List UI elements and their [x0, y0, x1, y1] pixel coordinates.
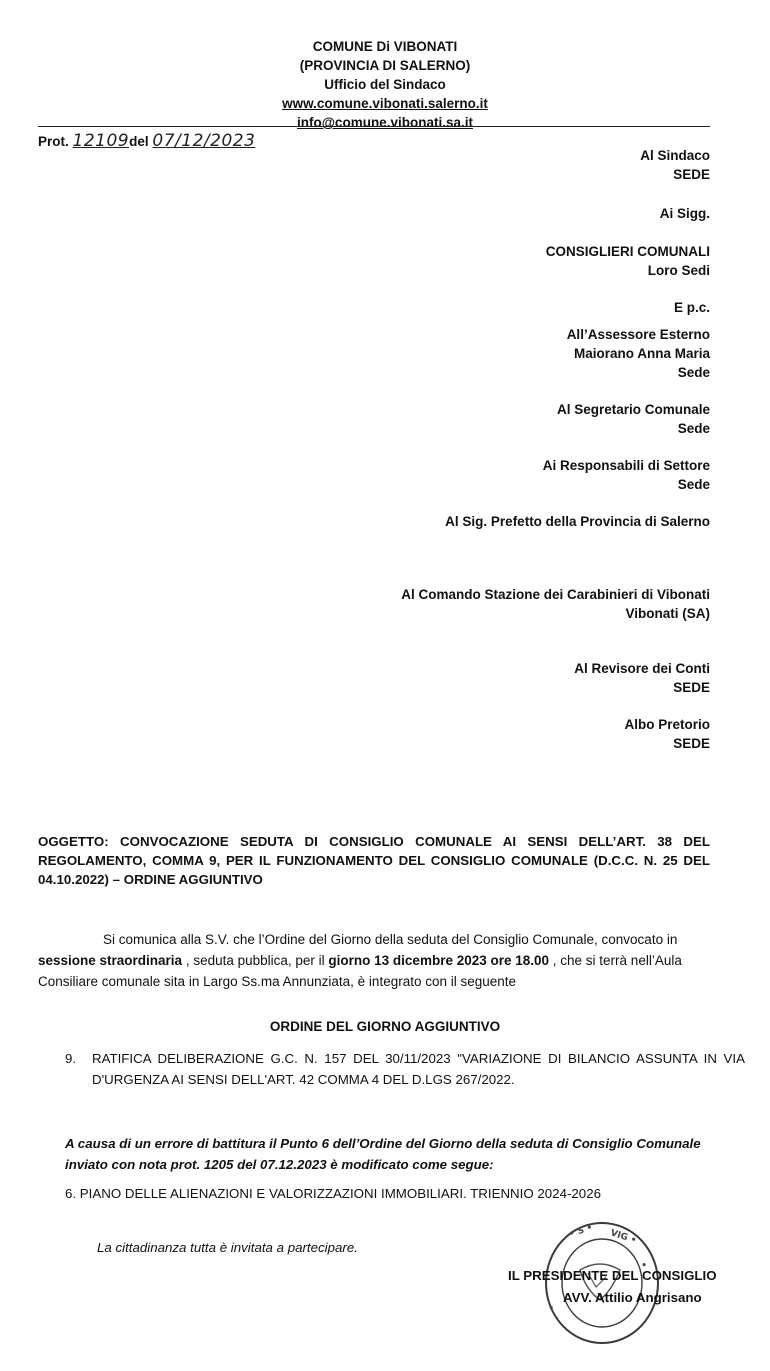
letterhead	[0, 37, 770, 132]
item-number: 9.	[65, 1051, 77, 1066]
signature-block	[508, 1265, 717, 1312]
recipient-line: SEDE	[673, 680, 710, 695]
municipality-name: COMUNE Di VIBONATI	[312, 39, 458, 54]
recipient-line: Al Revisore dei Conti	[574, 661, 710, 676]
recipient-epc	[674, 298, 710, 317]
agenda-item-6: 6. PIANO DELLE ALIENAZIONI E VALORIZZAZIONI IMMOBILIARI. TRIENNIO 2024-2026	[65, 1186, 601, 1201]
meeting-date: giorno 13 dicembre 2023 ore 18.00	[328, 953, 550, 968]
item-text: RATIFICA DELIBERAZIONE G.C. N. 157 DEL 30/11/2023 "VARIAZIONE DI BILANCIO ASSUNTA IN VIA D'URGENZA AI SENSI DELL'ART. 42 COMMA 4 DEL D.LGS 267/2022.	[92, 1051, 745, 1087]
body-text-3: , che si terrà nell’Aula Consiliare comunale sita in Largo Ss.ma Annunziata, è integrato con il seguente	[38, 953, 682, 989]
subject-line: OGGETTO: CONVOCAZIONE SEDUTA DI CONSIGLIO COMUNALE AI SENSI DELL’ART. 38 DEL REGOLAMENTO, COMMA 9, PER IL FUNZIONAMENTO DEL CONSIGLIO COMUNALE (D.C.C. N. 25 DEL 04.10.2022) – ORDINE AGGIUNTIVO	[38, 834, 710, 887]
signature-name: AVV. Attilio Angrisano	[563, 1290, 702, 1305]
header-divider	[38, 126, 710, 127]
recipient-line: Al Sig. Prefetto della Provincia di Salerno	[445, 514, 710, 529]
prot-number: 12109	[72, 131, 130, 151]
recipient-line: Sede	[677, 365, 710, 380]
recipient-line: Sede	[677, 421, 710, 436]
recipient-carabinieri	[401, 585, 710, 623]
recipient-line: Albo Pretorio	[624, 717, 710, 732]
agenda-item-9	[65, 1048, 745, 1090]
recipient-sindaco	[640, 146, 710, 184]
recipient-line: Al Sindaco	[640, 148, 710, 163]
session-type: sessione straordinaria	[38, 953, 183, 968]
recipient-line: Al Segretario Comunale	[556, 402, 710, 417]
office-name: Ufficio del Sindaco	[324, 77, 446, 92]
invitation-text: La cittadinanza tutta è invitata a partecipare.	[97, 1240, 358, 1255]
email-link[interactable]: info@comune.vibonati.sa.it	[297, 115, 473, 130]
recipient-segretario	[557, 400, 710, 438]
svg-text:• S •: • S •	[567, 1222, 595, 1240]
prot-label: Prot.	[38, 134, 69, 149]
recipient-line: All’Assessore Esterno	[566, 327, 710, 342]
correction-note: A causa di un errore di battitura il Punto 6 dell’Ordine del Giorno della seduta di Consiglio Comunale inviato con nota prot. 1205 del 07.12.2023 è modificato come segue:	[65, 1136, 701, 1172]
prot-date: 07/12/2023	[152, 131, 256, 151]
svg-text:VIG •: VIG •	[609, 1228, 638, 1247]
recipient-line: Ai Responsabili di Settore	[542, 458, 710, 473]
protocol-line	[38, 131, 255, 151]
recipient-line: Ai Sigg.	[659, 206, 710, 221]
recipient-line: Loro Sedi	[647, 263, 710, 278]
recipient-prefetto	[445, 512, 710, 531]
recipient-line: Maiorano Anna Maria	[573, 346, 710, 361]
recipient-revisore	[574, 659, 710, 697]
svg-text:•: •	[637, 1260, 649, 1270]
recipient-line: SEDE	[673, 736, 710, 751]
recipient-line: Sede	[677, 477, 710, 492]
province-name: (PROVINCIA DI SALERNO)	[299, 58, 471, 73]
body-paragraph	[38, 929, 710, 992]
recipient-line: SEDE	[673, 167, 710, 182]
recipient-assessore	[567, 325, 710, 382]
website-link[interactable]: www.comune.vibonati.salerno.it	[282, 96, 488, 111]
body-text-1: Si comunica alla S.V. che l’Ordine del Giorno della seduta del Consiglio Comunale, convocato in	[103, 932, 678, 947]
signature-role: IL PRESIDENTE DEL CONSIGLIO	[508, 1268, 717, 1283]
svg-text:•: •	[547, 1304, 558, 1312]
recipient-responsabili	[543, 456, 710, 494]
recipient-albo	[624, 715, 710, 753]
recipient-line: E p.c.	[673, 300, 710, 315]
recipient-line: Vibonati (SA)	[625, 606, 710, 621]
recipient-sigg	[660, 204, 710, 223]
del-label: del	[129, 134, 149, 149]
recipient-line: Al Comando Stazione dei Carabinieri di Vibonati	[401, 587, 710, 602]
recipient-consiglieri	[546, 242, 710, 280]
recipient-line: CONSIGLIERI COMUNALI	[545, 244, 710, 259]
agenda-title: ORDINE DEL GIORNO AGGIUNTIVO	[269, 1019, 501, 1034]
body-text-2: , seduta pubblica, per il	[182, 953, 329, 968]
